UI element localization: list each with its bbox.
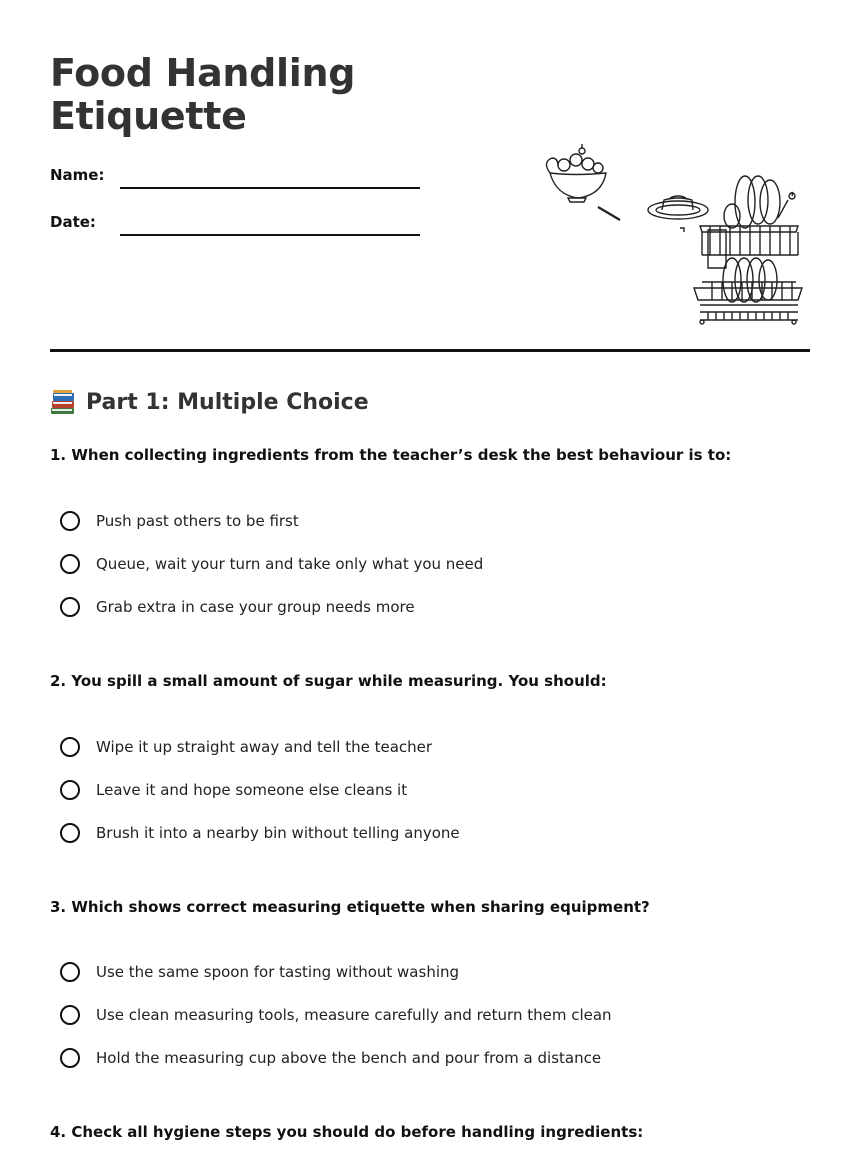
option-label: Hold the measuring cup above the bench and pour from a distance	[96, 1049, 602, 1067]
option-3c[interactable]	[60, 1048, 601, 1068]
option-2c[interactable]	[60, 823, 460, 843]
option-label: Wipe it up straight away and tell the teacher	[96, 738, 433, 756]
section-heading	[50, 388, 369, 416]
option-label: Leave it and hope someone else cleans it	[96, 781, 408, 799]
title-line-1: Food Handling	[50, 51, 356, 95]
radio-button[interactable]	[60, 597, 80, 617]
option-label: Grab extra in case your group needs more	[96, 598, 415, 616]
section-title: Part 1: Multiple Choice	[86, 389, 369, 415]
option-3a[interactable]	[60, 962, 459, 982]
divider	[50, 349, 810, 352]
dish-rack-icon	[694, 176, 802, 324]
question-1: 1. When collecting ingredients from the teacher’s desk the best behaviour is to:	[50, 446, 732, 464]
option-label: Push past others to be first	[96, 512, 299, 530]
option-label: Use clean measuring tools, measure carefully and return them clean	[96, 1006, 612, 1024]
radio-button[interactable]	[60, 962, 80, 982]
option-1a[interactable]	[60, 511, 299, 531]
name-field[interactable]	[120, 187, 420, 189]
option-label: Use the same spoon for tasting without washing	[96, 963, 460, 981]
date-field[interactable]	[120, 234, 420, 236]
radio-button[interactable]	[60, 1005, 80, 1025]
books-icon	[50, 388, 76, 416]
option-2b[interactable]	[60, 780, 407, 800]
question-2: 2. You spill a small amount of sugar while measuring. You should:	[50, 672, 607, 690]
page-title	[50, 52, 355, 138]
option-label: Brush it into a nearby bin without telling anyone	[96, 824, 460, 842]
radio-button[interactable]	[60, 823, 80, 843]
date-label: Date:	[50, 213, 96, 231]
option-1c[interactable]	[60, 597, 415, 617]
radio-button[interactable]	[60, 554, 80, 574]
radio-button[interactable]	[60, 511, 80, 531]
title-line-2: Etiquette	[50, 94, 247, 138]
option-2a[interactable]	[60, 737, 432, 757]
kitchen-illustration	[540, 140, 810, 330]
fruit-bowl-icon	[546, 144, 606, 202]
radio-button[interactable]	[60, 780, 80, 800]
name-label: Name:	[50, 166, 105, 184]
option-3b[interactable]	[60, 1005, 612, 1025]
question-4: 4. Check all hygiene steps you should do before handling ingredients:	[50, 1123, 644, 1141]
plate-icon	[648, 196, 708, 232]
radio-button[interactable]	[60, 737, 80, 757]
radio-button[interactable]	[60, 1048, 80, 1068]
option-label: Queue, wait your turn and take only what you need	[96, 555, 484, 573]
option-1b[interactable]	[60, 554, 483, 574]
question-3: 3. Which shows correct measuring etiquette when sharing equipment?	[50, 898, 650, 916]
